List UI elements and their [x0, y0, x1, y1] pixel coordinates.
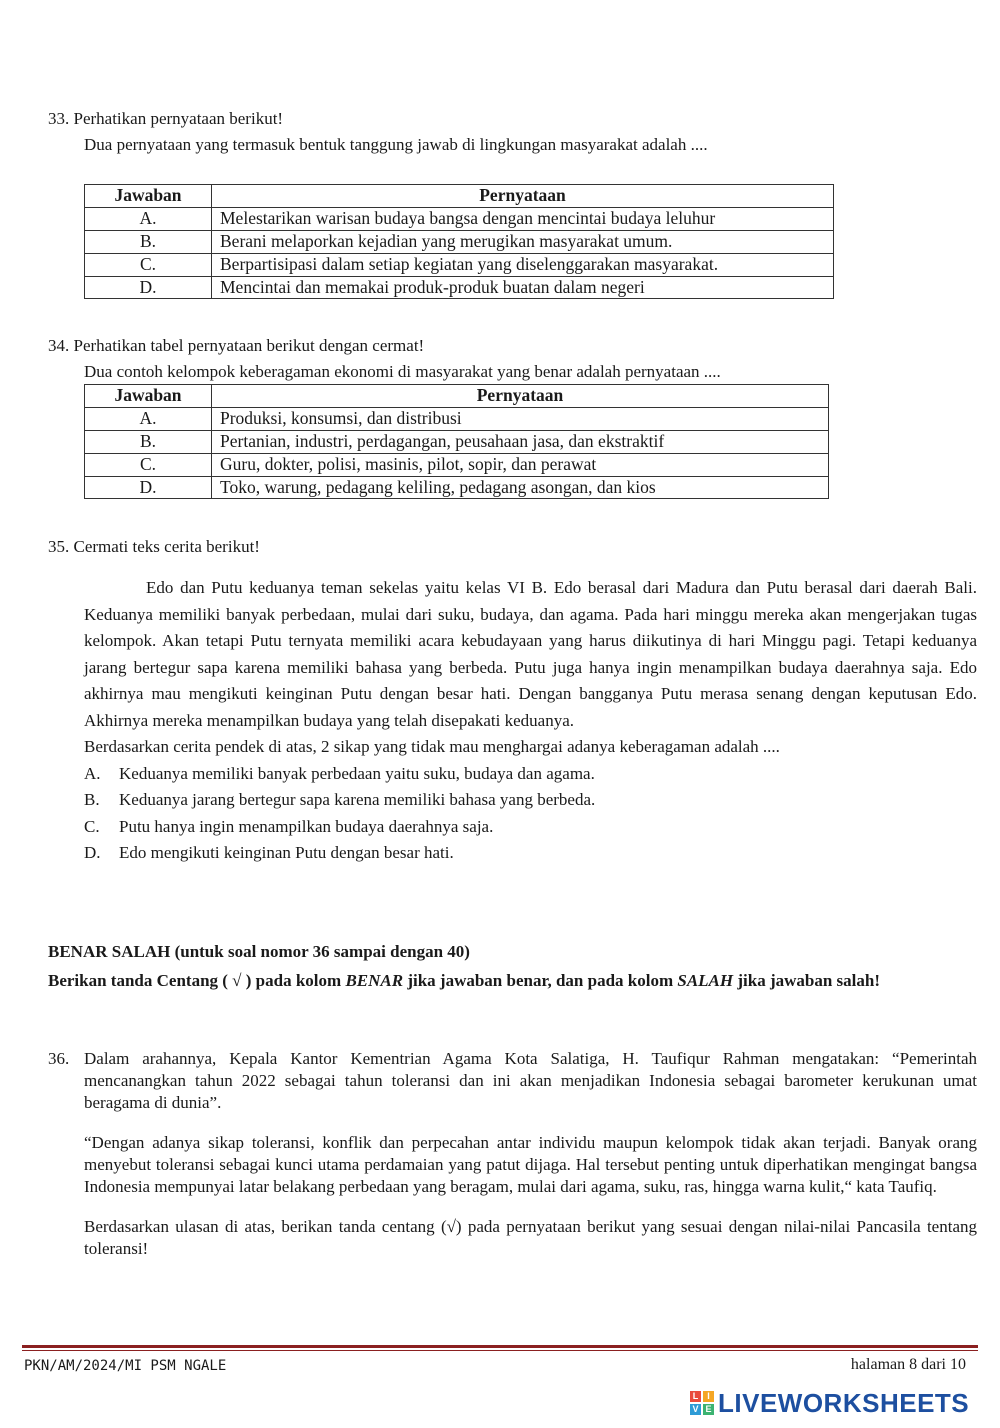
q34-header-pernyataan: Pernyataan [212, 385, 829, 408]
q35-question: Berdasarkan cerita pendek di atas, 2 sikap yang tidak mau menghargai adanya keberagaman adalah .... [84, 737, 780, 756]
logo-text: LIVEWORKSHEETS [718, 1387, 970, 1418]
table-row [85, 430, 829, 453]
q33-statement-b: Berani melaporkan kejadian yang merugikan masyarakat umum. [212, 230, 834, 253]
q34-statement-b: Pertanian, industri, perdagangan, peusahaan jasa, dan ekstraktif [212, 430, 829, 453]
option-text: Putu hanya ingin menampilkan budaya daerahnya saja. [119, 816, 494, 836]
q34-title: 34. Perhatikan tabel pernyataan berikut dengan cermat! [48, 336, 425, 355]
table-row [85, 207, 834, 230]
table-row [85, 253, 834, 276]
q36-block [48, 1048, 977, 1278]
instruction-benar: BENAR [345, 971, 404, 990]
q36-paragraph-1: Dalam arahannya, Kepala Kantor Kementrian Agama Kota Salatiga, H. Taufiqur Rahman mengatakan: “Pemerintah mencanangkan tahun 2022 sebagai tahun toleransi dan ini akan menjadikan Indonesia sebagai barometer kerukunan umat beragama di dunia”. [84, 1049, 977, 1112]
q33-header-pernyataan: Pernyataan [212, 185, 834, 208]
q33-statement-d: Mencintai dan memakai produk-produk buatan dalam negeri [212, 276, 834, 299]
q33-header-jawaban: Jawaban [85, 185, 212, 208]
q34-header-jawaban: Jawaban [85, 385, 212, 408]
section-instructions [48, 937, 977, 995]
instruction-text: jika jawaban salah! [733, 971, 881, 990]
table-row [85, 230, 834, 253]
q35-title: 35. Cermati teks cerita berikut! [48, 537, 260, 556]
footer-code: PKN/AM/2024/MI PSM NGALE [24, 1358, 227, 1374]
table-row [85, 453, 829, 476]
logo-icon [690, 1391, 714, 1415]
q33-title: 33. Perhatikan pernyataan berikut! [48, 109, 284, 128]
q34-answer-a: A. [85, 407, 212, 430]
q34-statement-a: Produksi, konsumsi, dan distribusi [212, 407, 829, 430]
q33-prompt: Dua pernyataan yang termasuk bentuk tanggung jawab di lingkungan masyarakat adalah .... [84, 135, 708, 154]
q34-answer-c: C. [85, 453, 212, 476]
q36-paragraph-3: Berdasarkan ulasan di atas, berikan tanda centang (√) pada pernyataan berikut yang sesuai dengan nilai-nilai Pancasila tentang toleransi! [84, 1217, 977, 1258]
option-label: A. [84, 763, 101, 783]
q33-answer-d: D. [85, 276, 212, 299]
q34-statement-c: Guru, dokter, polisi, masinis, pilot, sopir, dan perawat [212, 453, 829, 476]
footer-divider [22, 1345, 978, 1348]
q33-table [84, 184, 834, 299]
logo-letter: L [690, 1391, 701, 1402]
page-number: halaman 8 dari 10 [850, 1356, 966, 1373]
option-text: Keduanya jarang bertegur sapa karena memiliki bahasa yang berbeda. [119, 790, 596, 809]
liveworksheets-logo[interactable] [690, 1386, 990, 1420]
instruction-salah: SALAH [677, 971, 734, 990]
instruction-text: Berikan tanda Centang ( √ ) pada kolom [48, 971, 346, 990]
logo-letter: E [703, 1404, 714, 1415]
table-row [85, 476, 829, 499]
q34-table [84, 384, 829, 499]
q34-answer-b: B. [85, 430, 212, 453]
q33-statement-c: Berpartisipasi dalam setiap kegiatan yang diselenggarakan masyarakat. [212, 253, 834, 276]
footer-divider-thin [22, 1350, 978, 1351]
table-row [85, 407, 829, 430]
q36-number: 36. [48, 1049, 70, 1068]
option-label: C. [84, 816, 100, 836]
q34-prompt: Dua contoh kelompok keberagaman ekonomi di masyarakat yang benar adalah pernyataan .... [84, 362, 721, 381]
q34-statement-d: Toko, warung, pedagang keliling, pedagang asongan, dan kios [212, 476, 829, 499]
option-label: D. [84, 843, 101, 862]
q35-option-b[interactable] [84, 787, 977, 814]
section-heading: BENAR SALAH (untuk soal nomor 36 sampai dengan 40) [48, 942, 470, 961]
q35-option-a[interactable] [84, 761, 977, 788]
instruction-text: jika jawaban benar, dan pada kolom [403, 971, 678, 990]
section-instruction [48, 966, 977, 995]
q35-option-d[interactable] [84, 840, 977, 867]
q33-answer-c: C. [85, 253, 212, 276]
q36-paragraph-2: “Dengan adanya sikap toleransi, konflik dan perpecahan antar individu maupun kelompok tidak akan terjadi. Banyak orang menyebut toleransi sebagai kunci utama perdamaian yang patut dijaga. Hal tersebut penting untuk diperhatikan mengingat bangsa Indonesia mempunyai latar belakang perbedaan yang beragam, mulai dari agama, suku, ras, hingga warna kulit,“ kata Taufiq. [84, 1133, 977, 1196]
q35-story-block [84, 575, 977, 867]
q35-option-c[interactable] [84, 814, 977, 841]
q33-answer-a: A. [85, 207, 212, 230]
q35-story: Edo dan Putu keduanya teman sekelas yaitu kelas VI B. Edo berasal dari Madura dan Putu berasal dari daerah Bali. Keduanya memiliki banyak perbedaan, mulai dari suku, budaya, dan agama. Pada hari minggu mereka akan mengerjakan tugas kelompok. Akan tetapi Putu ternyata memiliki acara kebudayaan yang harus diikutinya di hari Minggu pagi. Tetapi keduanya jarang bertegur sapa karena memiliki bahasa yang berbeda. Putu juga hanya ingin menampilkan budaya daerahnya saja. Edo akhirnya mau mengikuti keinginan Putu dengan besar hati. Dengan bangganya Putu merasa senang dengan keputusan Edo. Akhirnya mereka menampilkan budaya yang telah disepakati keduanya. [84, 578, 977, 730]
logo-letter: I [703, 1391, 714, 1402]
table-row [85, 276, 834, 299]
q33-answer-b: B. [85, 230, 212, 253]
q33-statement-a: Melestarikan warisan budaya bangsa dengan mencintai budaya leluhur [212, 207, 834, 230]
option-label: B. [84, 790, 100, 809]
option-text: Keduanya memiliki banyak perbedaan yaitu suku, budaya dan agama. [119, 763, 595, 783]
option-text: Edo mengikuti keinginan Putu dengan besar hati. [119, 843, 454, 862]
q34-answer-d: D. [85, 476, 212, 499]
logo-letter: V [690, 1404, 701, 1415]
